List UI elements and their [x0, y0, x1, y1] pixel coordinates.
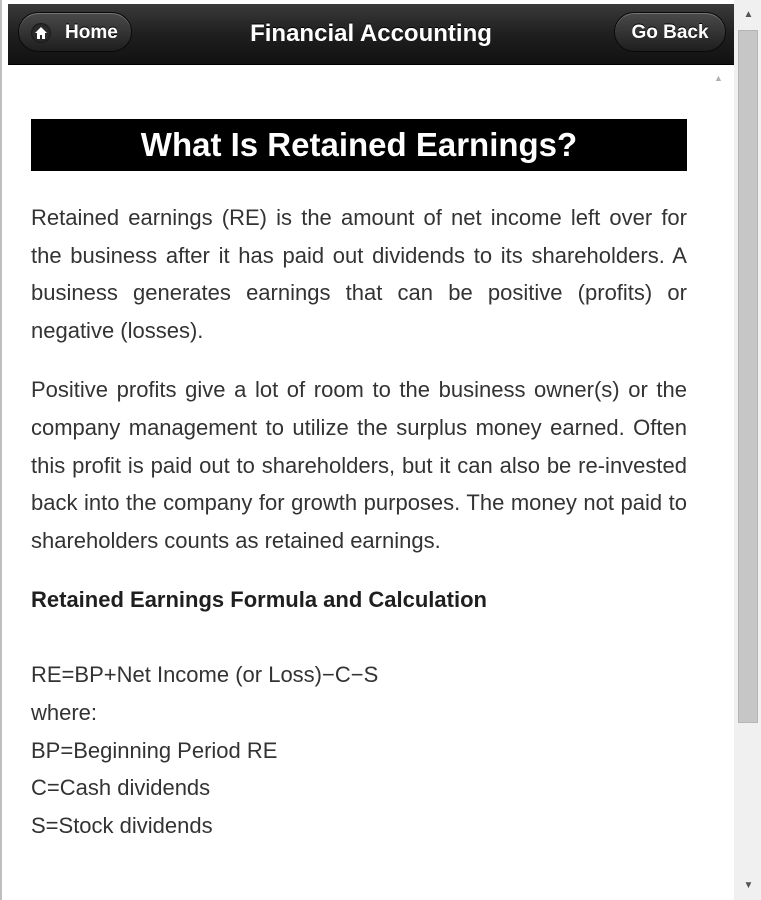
arrow-up-icon[interactable]: ▲ — [743, 9, 754, 20]
vertical-scrollbar[interactable] — [734, 0, 761, 900]
home-button-label: Home — [65, 22, 118, 43]
formula-line: RE=BP+Net Income (or Loss)−C−S — [31, 662, 379, 688]
article-title: What Is Retained Earnings? — [31, 119, 687, 171]
formula-line: where: — [31, 699, 98, 725]
home-icon — [31, 23, 51, 43]
article-content — [31, 119, 687, 844]
scrollbar-thumb[interactable] — [738, 30, 758, 723]
article-paragraph: Positive profits give a lot of room to the business owner(s) or the company management to utilize the surplus money earned. Often this profit is paid out to shareholders, but it can also be re-invested back into the company for growth purposes. The money not paid to shareholders counts as retained earnings. — [31, 377, 687, 553]
formula-heading: Retained Earnings Formula and Calculation — [31, 587, 487, 613]
page-header-title: Financial Accounting — [250, 20, 492, 47]
arrow-down-icon[interactable]: ▼ — [743, 880, 754, 891]
article-paragraph: Retained earnings (RE) is the amount of net income left over for the business after it has paid out dividends to its shareholders. A business generates earnings that can be positive (profits) or negative (losses). — [31, 205, 687, 343]
inner-scroll-up-icon: ▲ — [714, 73, 723, 83]
header-bar — [8, 4, 734, 65]
home-button[interactable] — [18, 12, 132, 52]
formula-line: BP=Beginning Period RE — [31, 737, 278, 763]
formula-line: S=Stock dividends — [31, 812, 213, 838]
formula-block — [31, 656, 687, 844]
formula-line: C=Cash dividends — [31, 775, 211, 801]
go-back-button[interactable]: Go Back — [614, 12, 726, 52]
